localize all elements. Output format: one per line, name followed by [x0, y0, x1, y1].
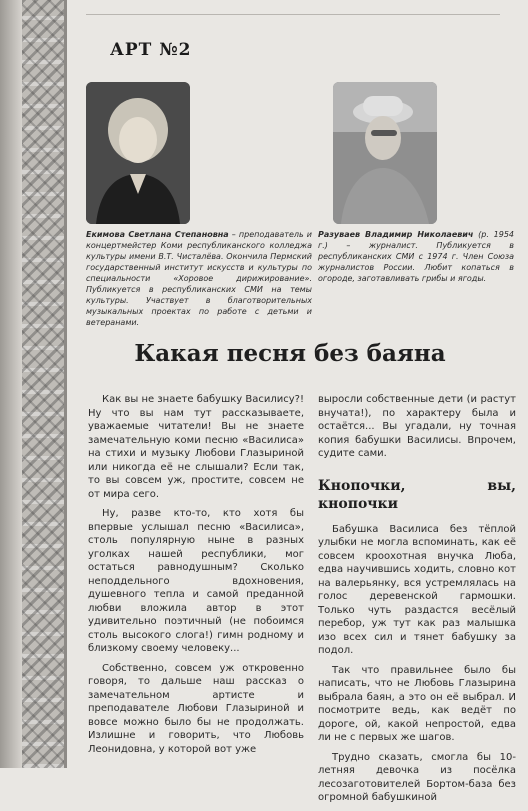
top-rule [86, 14, 500, 15]
article-title: Какая песня без баяна [134, 340, 446, 367]
decorative-ornament-border [22, 0, 66, 768]
paragraph: Бабушка Василиса без тёплой улыбки не могла вспоминать, как её совсем кроохотная внучка Люба, едва научившись ходить, словно кот на валерьянку, вся устремлялась на голос деревенской гармошки. Только чуть раздастся весёлый перебор, уж тут как раз малышка изо всех сил и тянет бабушку за подол. [318, 523, 516, 656]
paragraph: Так что правильнее было бы написать, что не Любовь Глазырина выбрала баян, а это он её выбрал. И посмотрите ведь, как ведёт по дороге, ой, какой непростой, едва ли не с первых же шагов. [318, 664, 516, 743]
article-column-1 [88, 393, 304, 762]
author-name: Екимова Светлана Степановна [86, 230, 229, 239]
author-bio-ekimova [86, 229, 312, 328]
author-photo-ekimova [86, 82, 190, 224]
paragraph: выросли собственные дети (и растут внучата!), по характеру была и остаётся... Вы угадали, ну точная копия бабушки Василисы. Впрочем, судите сами. [318, 394, 516, 459]
paragraph: Ну, разве кто-то, кто хотя бы впервые услышал песню «Василиса», столь популярную ныне в разных уголках нашей республики, мог остаться равнодушным? Сколько неподдельного вдохновения, душевного тепла и самой преданной любви вложила автор в этот удивительно поэтичный (не побоимся столь высокого слога!) гимн родному и близкому своему человеку... [88, 508, 304, 654]
author-bio-text: (р. 1954 г.) – журналист. Публикуется в республиканских СМИ с 1974 г. Член Союза журналистов России. Любит копаться в огороде, заготавливать грибы и ягоды. [318, 230, 514, 283]
section-label: АРТ №2 [110, 40, 192, 60]
author-name: Разуваев Владимир Николаевич [318, 230, 474, 239]
paragraph: Как вы не знаете бабушку Василису?! Ну что вы нам тут рассказываете, уважаемые читатели! Вы не знаете замечательную коми песню «Василиса» на стихи и музыку Любови Глазыриной или никогда её не слышали? Если так, то вы совсем уж, простите, совсем не от мира сего. [88, 394, 304, 500]
article-subheading: Кнопочки, вы, кнопочки [318, 477, 516, 512]
article-column-2 [318, 393, 516, 811]
paragraph: Собственно, совсем уж откровенно говоря, то дальше наш рассказ о замечательном артисте и преподавателе Любови Глазыриной и вовсе можно было бы не продолжать. Излишне и говорить, что Любовь Леонидовна, у которой вот уже [88, 662, 304, 755]
author-bio-razuvaev [318, 229, 514, 284]
author-photo-razuvaev [333, 82, 437, 224]
author-bio-text: – преподаватель и концертмейстер Коми республиканского колледжа культуры имени В.Т. Чисталёва. Окончила Пермский государственный институт искусств и культуры по специальности «Хоровое дирижирование». Публикуется в республиканских СМИ на темы культуры. Участвует в благотворительных музыкальных проектах по работе с детьми и ветеранами. [86, 230, 312, 327]
page-gutter-shadow [0, 0, 22, 768]
paragraph: Трудно сказать, смогла бы 10-летняя девочка из посёлка лесозаготовителей Бортом-база без огромной бабушкиной [318, 751, 516, 803]
ornament-edge-line [64, 0, 67, 768]
